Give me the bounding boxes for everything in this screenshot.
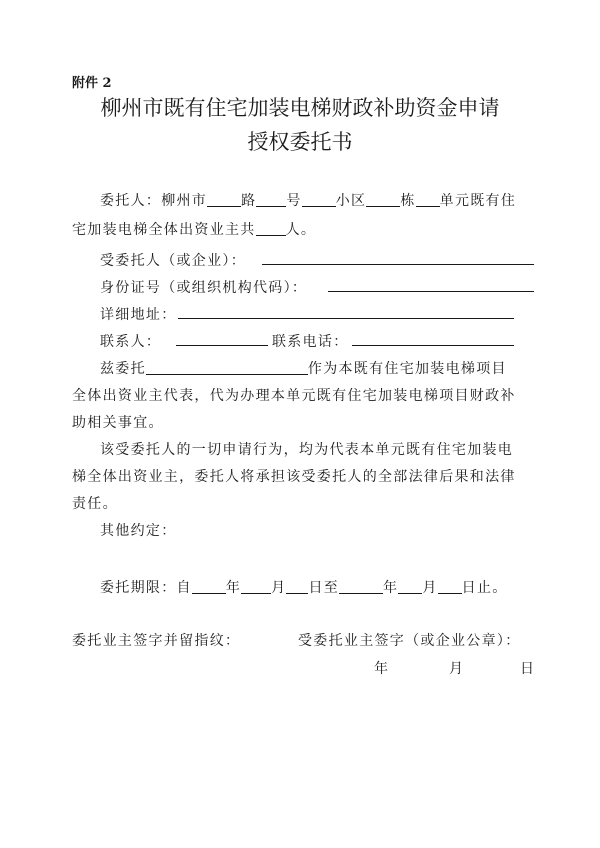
- road-blank[interactable]: [207, 192, 241, 207]
- end-month-blank[interactable]: [398, 579, 422, 594]
- owner-signature-label: 委托业主签字并留指纹：: [72, 633, 241, 649]
- representative-blank[interactable]: [146, 360, 308, 375]
- agent-signature-label: 受委托业主签字（或企业公章）：: [298, 633, 521, 649]
- page-subtitle: 授权委托书: [247, 130, 353, 154]
- unit-blank[interactable]: [416, 192, 440, 207]
- community-blank[interactable]: [302, 192, 336, 207]
- number-blank[interactable]: [256, 192, 286, 207]
- end-day-label: 日止。: [461, 580, 508, 596]
- id-label: 身份证号（或组织机构代码）：: [100, 280, 308, 296]
- building-label: 栋: [400, 193, 416, 209]
- address-field[interactable]: [178, 318, 514, 319]
- unit-tail: 单元既有住: [439, 193, 517, 209]
- end-year-label: 年: [383, 580, 399, 596]
- date-month-label: 月: [449, 661, 465, 677]
- community-label: 小区: [335, 193, 367, 209]
- contact-field[interactable]: [176, 345, 268, 346]
- statement-line-1: 该受委托人的一切申请行为，均为代表本单元既有住宅加装电: [100, 442, 514, 458]
- start-month-blank[interactable]: [241, 579, 271, 594]
- start-day-blank[interactable]: [286, 579, 308, 594]
- number-label: 号: [286, 193, 302, 209]
- start-day-label: 日至: [308, 580, 340, 596]
- phone-label: 联系电话：: [272, 334, 349, 350]
- end-year-blank[interactable]: [339, 579, 383, 594]
- principal-label: 委托人：柳州市: [100, 193, 208, 209]
- principal-line: [100, 190, 516, 210]
- end-day-blank[interactable]: [438, 579, 462, 594]
- start-year-blank[interactable]: [192, 579, 226, 594]
- end-month-label: 月: [422, 580, 438, 596]
- entrust-line-1: [100, 358, 507, 378]
- principal-line-2: [72, 219, 316, 239]
- other-agreements-label: 其他约定：: [100, 523, 177, 539]
- date-year-label: 年: [374, 661, 390, 677]
- page-title: 柳州市既有住宅加装电梯财政补助资金申请: [100, 96, 500, 120]
- entrust-start: 兹委托: [100, 361, 146, 377]
- entrust-line-3: 助相关事宜。: [72, 415, 164, 431]
- owners-count-unit: 人。: [285, 222, 317, 238]
- period-line: [100, 577, 508, 597]
- contact-label: 联系人：: [100, 334, 162, 350]
- agent-label: 受委托人（或企业）：: [100, 253, 246, 269]
- phone-field[interactable]: [352, 345, 514, 346]
- address-label: 详细地址：: [100, 307, 177, 323]
- start-year-label: 年: [225, 580, 242, 596]
- annex-label: 附件 2: [72, 76, 112, 91]
- id-field[interactable]: [328, 291, 534, 292]
- entrust-tail: 作为本既有住宅加装电梯项目: [307, 361, 507, 377]
- statement-line-2: 梯全体出资业主，委托人将承担该受委托人的全部法律后果和法律: [72, 469, 516, 485]
- owners-count-blank[interactable]: [256, 221, 286, 236]
- agent-field[interactable]: [262, 264, 534, 265]
- statement-line-3: 责任。: [72, 496, 118, 512]
- entrust-line-2: 全体出资业主代表，代为办理本单元既有住宅加装电梯项目财政补: [72, 388, 516, 404]
- road-label: 路: [241, 193, 257, 209]
- building-blank[interactable]: [366, 192, 400, 207]
- date-day-label: 日: [520, 661, 536, 677]
- owners-count-label: 宅加装电梯全体出资业主共: [72, 222, 256, 238]
- start-month-label: 月: [271, 580, 287, 596]
- period-label: 委托期限：自: [100, 580, 192, 596]
